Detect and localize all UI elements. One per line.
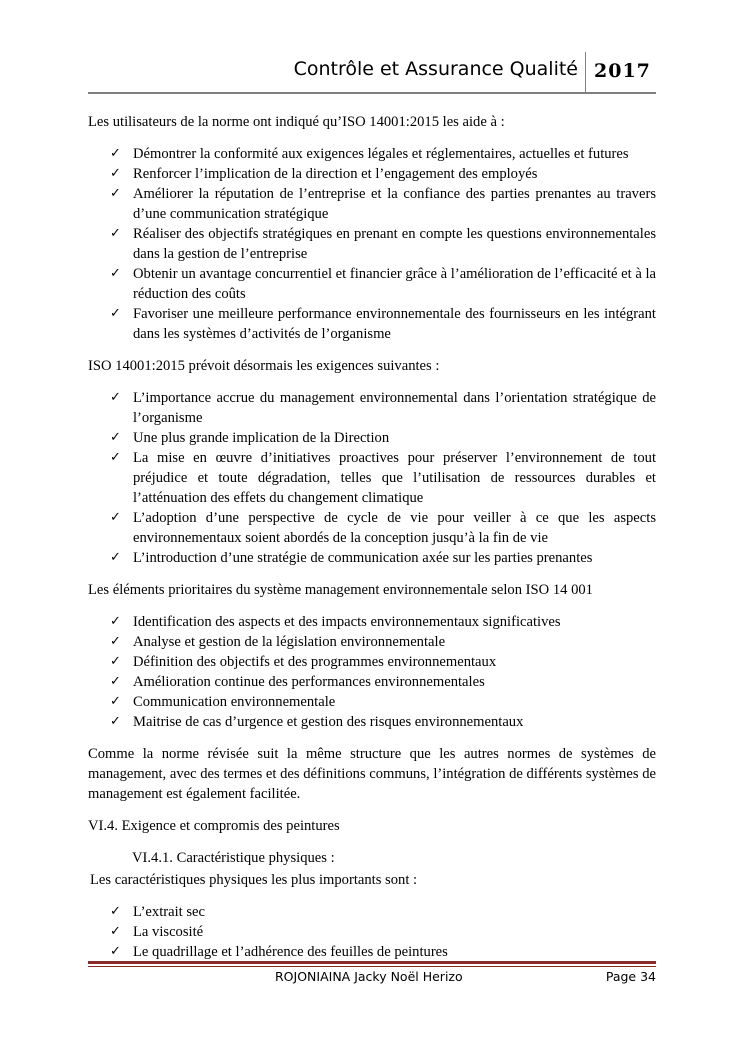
footer-author: ROJONIAINA Jacky Noël Herizo [275,969,463,984]
list-item [88,388,656,428]
checkmark-icon: ✓ [110,654,121,669]
page-header [88,52,656,96]
list-item [88,144,656,164]
list-item-text: Obtenir un avantage concurrentiel et financier grâce à l’amélioration de l’efficacité et à la réduction des coûts [133,266,656,302]
footer-rule-thin [88,966,656,967]
list-item-text: Une plus grande implication de la Direction [133,430,390,446]
checkmark-icon: ✓ [110,904,121,919]
list-item [88,652,656,672]
benefits-list [88,144,656,344]
checkmark-icon: ✓ [110,226,121,241]
priorities-list [88,612,656,732]
checkmark-icon: ✓ [110,390,121,405]
list-item-text: Amélioration continue des performances environnementales [133,674,485,690]
list-item [88,902,656,922]
list-item-text: Analyse et gestion de la législation environnementale [133,634,446,650]
section-title: VI.4. Exigence et compromis des peintures [88,818,340,834]
checkmark-icon: ✓ [110,510,121,525]
list-item-text: Identification des aspects et des impacts environnementaux significatives [133,614,561,630]
list-item [88,428,656,448]
header-title: Contrôle et Assurance Qualité [293,58,578,80]
checkmark-icon: ✓ [110,266,121,281]
header-rule [88,92,656,94]
checkmark-icon: ✓ [110,550,121,565]
requirements-list [88,388,656,568]
footer-rule [88,961,656,964]
list-item-text: Renforcer l’implication de la direction et l’engagement des employés [133,166,538,182]
list-item [88,712,656,732]
intro-requirements: ISO 14001:2015 prévoit désormais les exigences suivantes : [88,358,440,374]
list-item-text: La mise en œuvre d’initiatives proactives pour préserver l’environnement de tout préjudice et toute dégradation, telles que l’utilisation de ressources durables et l’atténuation des effets du changement climatique [133,450,656,506]
list-item [88,548,656,568]
checkmark-icon: ✓ [110,714,121,729]
checkmark-icon: ✓ [110,306,121,321]
checkmark-icon: ✓ [110,166,121,181]
header-year: 2017 [594,60,651,82]
checkmark-icon: ✓ [110,146,121,161]
list-item-text: Démontrer la conformité aux exigences légales et réglementaires, actuelles et futures [133,146,629,162]
intro-characteristics: Les caractéristiques physiques les plus importants sont : [90,872,418,888]
intro-usage: Les utilisateurs de la norme ont indiqué qu’ISO 14001:2015 les aide à : [88,114,505,130]
list-item [88,304,656,344]
list-item [88,692,656,712]
list-item [88,942,656,962]
list-item [88,612,656,632]
checkmark-icon: ✓ [110,634,121,649]
page-number: Page 34 [605,969,656,984]
checkmark-icon: ✓ [110,924,121,939]
list-item [88,264,656,304]
list-item [88,632,656,652]
list-item [88,672,656,692]
list-item-text: Communication environnementale [133,694,336,710]
page-body [88,112,656,974]
checkmark-icon: ✓ [110,944,121,959]
checkmark-icon: ✓ [110,674,121,689]
list-item-text: Favoriser une meilleure performance environnementale des fournisseurs en les intégrant dans les systèmes d’activités de l’organisme [133,306,656,342]
revision-paragraph: Comme la norme révisée suit la même structure que les autres normes de systèmes de management, avec des termes et des définitions communs, l’intégration de différents systèmes de management est également facilitée. [88,746,656,802]
list-item [88,922,656,942]
list-item-text: L’importance accrue du management environnemental dans l’orientation stratégique de l’organisme [133,390,656,426]
list-item-text: L’adoption d’une perspective de cycle de vie pour veiller à ce que les aspects environnementaux soient abordés de la conception jusqu’à la fin de vie [133,510,656,546]
header-divider [585,52,586,92]
list-item-text: La viscosité [133,924,204,940]
list-item-text: Définition des objectifs et des programmes environnementaux [133,654,497,670]
list-item-text: Améliorer la réputation de l’entreprise et la confiance des parties prenantes au travers d’une communication stratégique [133,186,656,222]
list-item-text: L’introduction d’une stratégie de communication axée sur les parties prenantes [133,550,593,566]
intro-priorities: Les éléments prioritaires du système management environnementale selon ISO 14 001 [88,582,593,598]
list-item-text: L’extrait sec [133,904,205,920]
list-item-text: Maitrise de cas d’urgence et gestion des risques environnementaux [133,714,524,730]
list-item-text: Réaliser des objectifs stratégiques en prenant en compte les questions environnementales dans la gestion de l’entreprise [133,226,656,262]
list-item-text: Le quadrillage et l’adhérence des feuilles de peintures [133,944,448,960]
characteristics-list [88,902,656,962]
checkmark-icon: ✓ [110,430,121,445]
list-item [88,164,656,184]
list-item [88,224,656,264]
subsection-title: VI.4.1. Caractéristique physiques : [132,850,335,866]
checkmark-icon: ✓ [110,614,121,629]
checkmark-icon: ✓ [110,694,121,709]
list-item [88,448,656,508]
checkmark-icon: ✓ [110,186,121,201]
checkmark-icon: ✓ [110,450,121,465]
list-item [88,184,656,224]
list-item [88,508,656,548]
